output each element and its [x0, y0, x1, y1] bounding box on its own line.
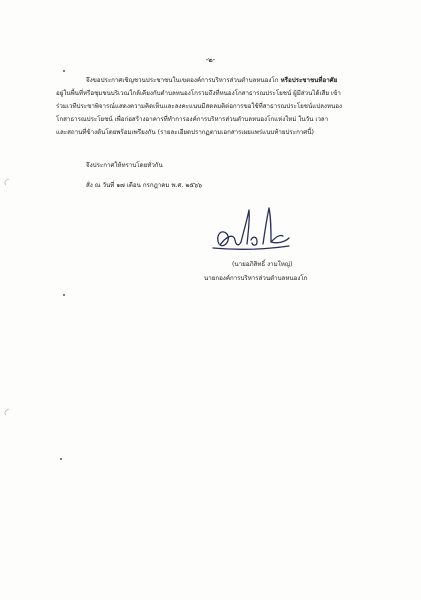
punch-mark-top — [2, 178, 10, 186]
paragraph-line-1 — [56, 74, 362, 87]
date-line: สั่ง ณ วันที่ ๑๗ เดือน กรกฎาคม พ.ศ. ๒๕๖๖ — [86, 182, 202, 189]
signer-title: นายกองค์การบริหารส่วนตำบลหนองโก — [204, 275, 308, 282]
paragraph-line-1-bold: หรือประชาชนที่อาศัย — [278, 77, 338, 84]
speck — [63, 294, 65, 296]
handwritten-signature — [205, 200, 295, 255]
signer-name: (นายอภิสิทธิ์ งามใหญ่) — [232, 261, 293, 268]
announcement-paragraph — [56, 74, 362, 139]
speck — [63, 70, 65, 72]
paragraph-line-3: ร่วมเวทีประชาพิจารณ์แสดงความคิดเห็นและลงคะแนนมีสดลมติต่อการขอใช้ที่สาธารณประโยชน์แปลงหนอง — [56, 103, 342, 110]
paragraph-line-1-text: จึงขอประกาศเชิญชวนประชาชนในเขตองค์การบริหารส่วนตำบลหนองโก — [86, 77, 279, 84]
punch-mark-bottom — [2, 408, 10, 416]
paragraph-line-5: และสถานที่ข้างต้นโดยพร้อมเพรียงกัน (รายละเอียดปรากฏตามเอกสารเผยแพร่แนบท้ายประกาศนี้) — [56, 129, 314, 136]
paragraph-line-4: โกสาธารณประโยชน์ เพื่อก่อสร้างอาคารที่ทำการองค์การบริหารส่วนตำบลหนองโกแห่งใหม่ ในวัน เวลา — [56, 116, 329, 123]
page-number: -๒- — [205, 56, 216, 64]
speck — [60, 458, 62, 460]
announce-line: จึงประกาศให้ทราบโดยทั่วกัน — [86, 162, 163, 169]
paragraph-line-2: อยู่ในพื้นที่หรือชุมชนบริเวณใกล้เคียงกับตำบลหนองโกรวมถึงที่หนองโกสาธารณประโยชน์ ผู้มีส่วนได้เสีย เข้า — [56, 90, 341, 97]
